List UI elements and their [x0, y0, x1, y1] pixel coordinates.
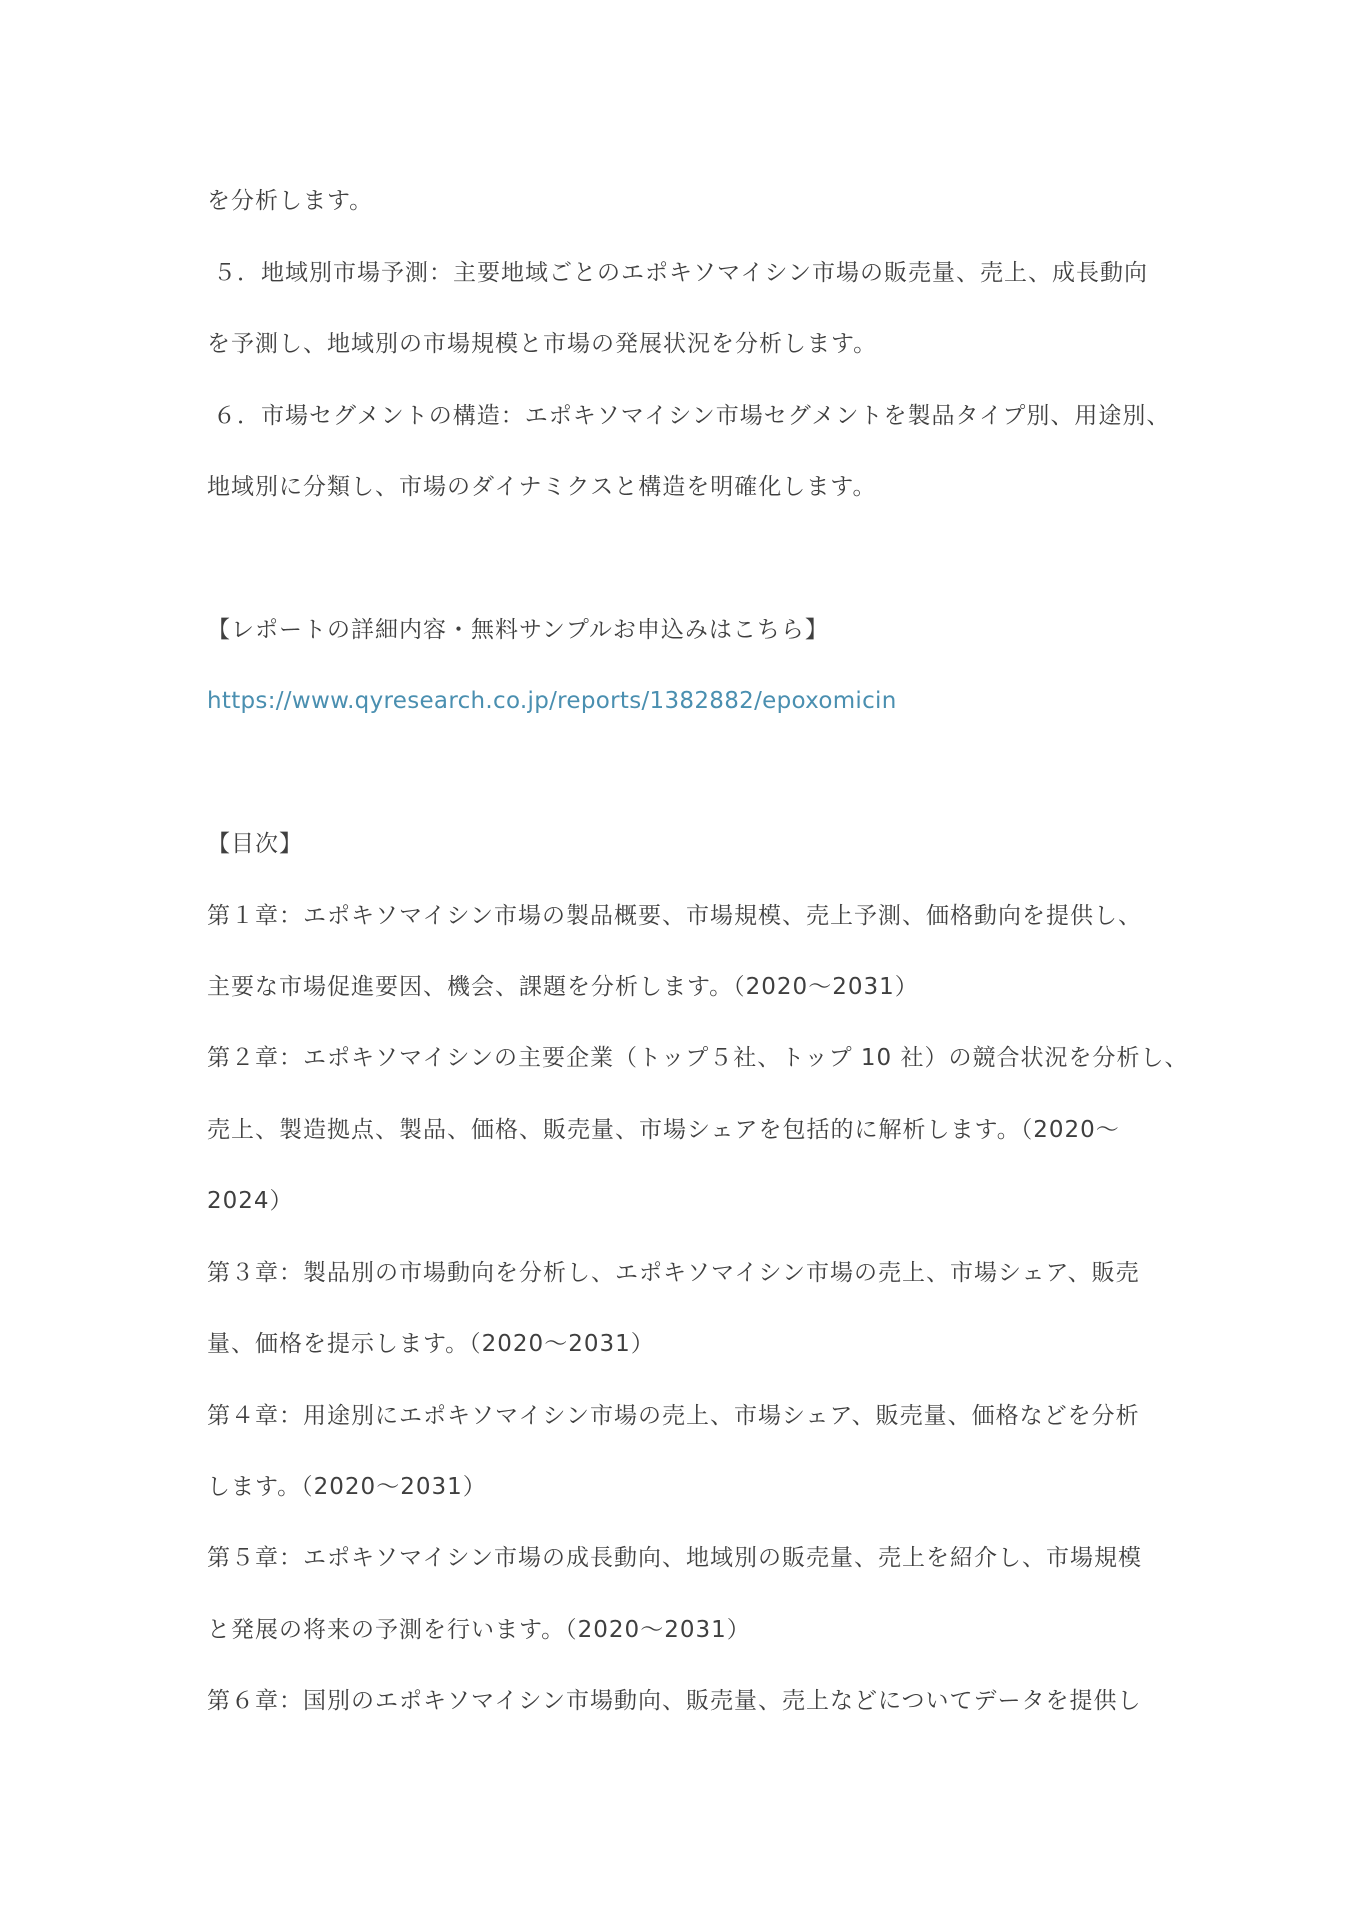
- paragraph-4-tail: を分析します。: [207, 188, 374, 214]
- toc-chapter-3-line-1: 第３章：製品別の市場動向を分析し、エポキソマイシン市場の売上、市場シェア、販売: [207, 1260, 1140, 1286]
- toc-chapter-2-line-3: 2024）: [207, 1188, 294, 1214]
- toc-chapter-5-line-2: と発展の将来の予測を行います。（2020～2031）: [207, 1617, 751, 1643]
- paragraph-5-line-2: を予測し、地域別の市場規模と市場の発展状況を分析します。: [207, 331, 878, 357]
- toc-chapter-5-line-1: 第５章：エポキソマイシン市場の成長動向、地域別の販売量、売上を紹介し、市場規模: [207, 1545, 1142, 1571]
- toc-chapter-4-line-2: します。（2020～2031）: [207, 1474, 487, 1500]
- toc-chapter-2-line-1: 第２章：エポキソマイシンの主要企業（トップ５社、トップ 10 社）の競合状況を分析し、: [207, 1045, 1189, 1071]
- paragraph-5-line-1: ５．地域別市場予測：主要地域ごとのエポキソマイシン市場の販売量、売上、成長動向: [213, 260, 1148, 286]
- toc-chapter-6-line-1: 第６章：国別のエポキソマイシン市場動向、販売量、売上などについてデータを提供し: [207, 1688, 1142, 1714]
- report-link-heading: 【レポートの詳細内容・無料サンプルお申込みはこちら】: [207, 617, 829, 643]
- paragraph-6-line-2: 地域別に分類し、市場のダイナミクスと構造を明確化します。: [207, 474, 877, 500]
- toc-chapter-2-line-2: 売上、製造拠点、製品、価格、販売量、市場シェアを包括的に解析します。（2020～: [207, 1117, 1120, 1143]
- report-url-link[interactable]: https://www.qyresearch.co.jp/reports/1382882/epoxomicin: [207, 688, 897, 714]
- paragraph-6-line-1: ６．市場セグメントの構造：エポキソマイシン市場セグメントを製品タイプ別、用途別、: [213, 403, 1171, 429]
- toc-chapter-1-line-2: 主要な市場促進要因、機会、課題を分析します。（2020～2031）: [207, 974, 919, 1000]
- toc-heading: 【目次】: [207, 831, 303, 857]
- toc-chapter-1-line-1: 第１章：エポキソマイシン市場の製品概要、市場規模、売上予測、価格動向を提供し、: [207, 903, 1142, 929]
- toc-chapter-4-line-1: 第４章：用途別にエポキソマイシン市場の売上、市場シェア、販売量、価格などを分析: [207, 1403, 1140, 1429]
- toc-chapter-3-line-2: 量、価格を提示します。（2020～2031）: [207, 1331, 655, 1357]
